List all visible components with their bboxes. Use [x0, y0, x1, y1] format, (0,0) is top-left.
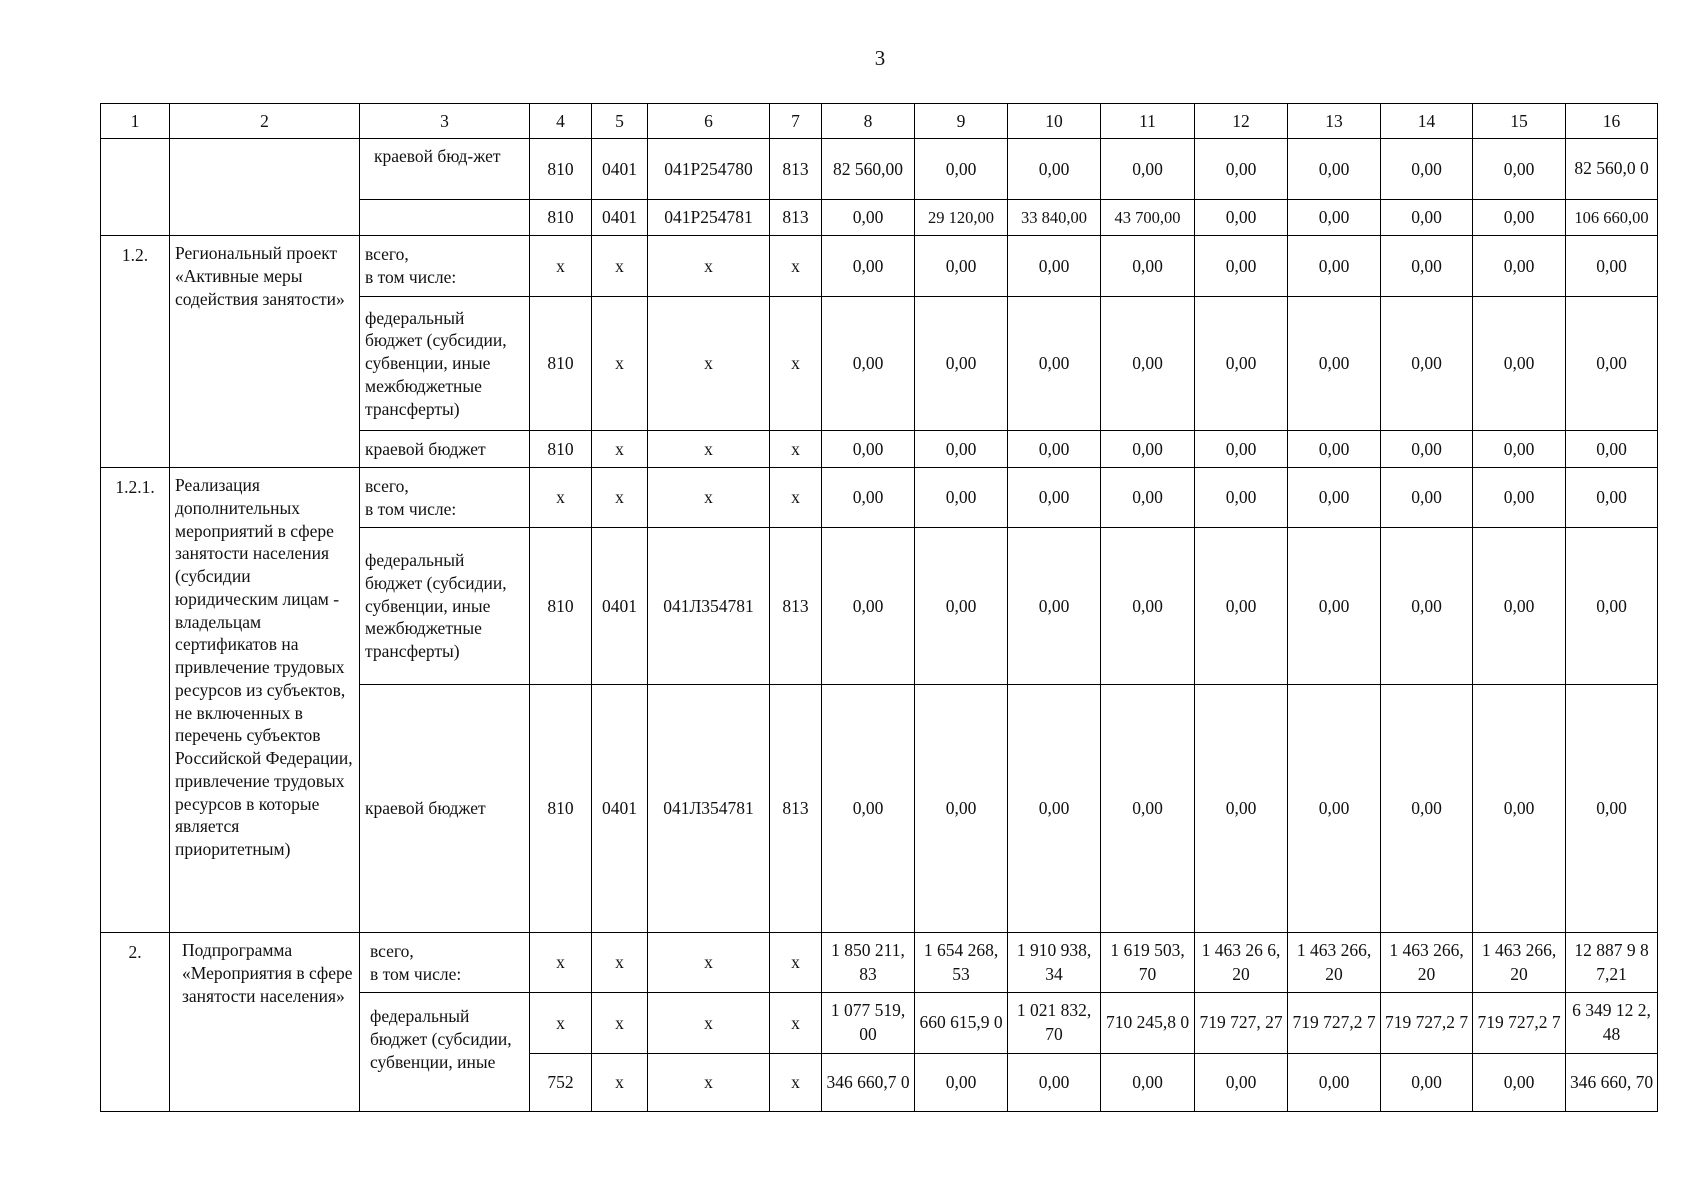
data-cell: 0,00	[1381, 200, 1473, 236]
data-cell: 0,00	[1195, 431, 1288, 468]
data-cell: 810	[530, 431, 592, 468]
budget-table	[100, 103, 1658, 1112]
budget-source-label: краевой бюджет	[360, 431, 530, 468]
row-number: 1.2.1.	[101, 468, 170, 933]
total-label: всего,	[365, 244, 409, 265]
data-cell: 0,00	[1195, 200, 1288, 236]
data-cell: 1 850 211, 83	[822, 933, 915, 993]
data-cell: 0,00	[1195, 236, 1288, 297]
budget-source-label: федеральный бюджет (субсидии, субвенции, иные	[360, 993, 530, 1112]
data-cell: 6 349 12 2,48	[1566, 993, 1658, 1054]
budget-source-label: федеральный бюджет (субсидии, субвенции, иные межбюджетные трансферты)	[360, 297, 530, 431]
data-cell: 0,00	[1381, 297, 1473, 431]
header-cell: 12	[1195, 104, 1288, 139]
data-cell: 0,00	[1566, 236, 1658, 297]
data-cell: 0,00	[1473, 431, 1566, 468]
data-cell: 0,00	[1566, 528, 1658, 685]
data-cell: 1 463 266, 20	[1288, 933, 1381, 993]
data-cell: x	[592, 236, 648, 297]
budget-source-label	[360, 236, 530, 297]
data-cell: 813	[770, 200, 822, 236]
row-name: Региональный проект «Активные меры содействия занятости»	[170, 236, 360, 468]
data-cell: 0,00	[1473, 468, 1566, 528]
header-cell: 4	[530, 104, 592, 139]
data-cell: 0,00	[915, 431, 1008, 468]
header-cell: 15	[1473, 104, 1566, 139]
header-cell: 9	[915, 104, 1008, 139]
data-cell: 810	[530, 139, 592, 200]
data-cell: x	[770, 236, 822, 297]
data-cell: 0,00	[822, 685, 915, 933]
data-cell: 0,00	[1473, 139, 1566, 200]
data-cell: 813	[770, 685, 822, 933]
data-cell: x	[770, 468, 822, 528]
data-cell: 0,00	[1288, 528, 1381, 685]
data-cell: x	[648, 933, 770, 993]
data-cell: 0,00	[1195, 685, 1288, 933]
data-cell: 0,00	[1381, 685, 1473, 933]
data-cell: 0,00	[1101, 431, 1195, 468]
data-cell: 719 727, 27	[1195, 993, 1288, 1054]
data-cell: x	[648, 468, 770, 528]
data-cell: 810	[530, 685, 592, 933]
data-cell: 0,00	[822, 431, 915, 468]
data-cell: 0,00	[1288, 236, 1381, 297]
budget-source-label: федеральный бюджет (субсидии, субвенции, иные межбюджетные трансферты)	[360, 528, 530, 685]
header-cell: 13	[1288, 104, 1381, 139]
data-cell: 810	[530, 200, 592, 236]
data-cell: 0,00	[915, 297, 1008, 431]
data-cell: 0,00	[1473, 297, 1566, 431]
header-cell: 5	[592, 104, 648, 139]
data-cell: x	[770, 993, 822, 1054]
data-cell: x	[648, 1054, 770, 1112]
data-cell: x	[592, 431, 648, 468]
data-cell: 0,00	[1101, 236, 1195, 297]
data-cell: x	[770, 431, 822, 468]
data-cell: 719 727,2 7	[1473, 993, 1566, 1054]
data-cell: x	[592, 993, 648, 1054]
data-cell: 0401	[592, 685, 648, 933]
data-cell: 752	[530, 1054, 592, 1112]
header-cell: 1	[101, 104, 170, 139]
data-cell: x	[530, 468, 592, 528]
data-cell: 0,00	[915, 139, 1008, 200]
header-cell: 10	[1008, 104, 1101, 139]
data-cell: 29 120,00	[915, 200, 1008, 236]
data-cell: 1 463 266, 20	[1473, 933, 1566, 993]
data-cell: 0,00	[1473, 1054, 1566, 1112]
data-cell: 0,00	[822, 200, 915, 236]
data-cell: 0,00	[1473, 236, 1566, 297]
data-cell: 0,00	[1008, 139, 1101, 200]
data-cell: 0,00	[1008, 236, 1101, 297]
data-cell: 82 560,00	[822, 139, 915, 200]
including-label: в том числе:	[365, 498, 457, 519]
data-cell: 346 660, 70	[1566, 1054, 1658, 1112]
data-cell: 0401	[592, 139, 648, 200]
data-cell: 0,00	[1101, 468, 1195, 528]
table-row	[101, 933, 1658, 993]
data-cell: 0,00	[1195, 139, 1288, 200]
data-cell: 106 660,00	[1566, 200, 1658, 236]
data-cell: 1 021 832, 70	[1008, 993, 1101, 1054]
data-cell: x	[592, 297, 648, 431]
header-cell: 8	[822, 104, 915, 139]
data-cell: 0,00	[1101, 528, 1195, 685]
data-cell: 12 887 9 87,21	[1566, 933, 1658, 993]
data-cell: 0,00	[915, 468, 1008, 528]
header-cell: 3	[360, 104, 530, 139]
data-cell: x	[648, 431, 770, 468]
data-cell: 0,00	[1381, 139, 1473, 200]
data-cell: 710 245,8 0	[1101, 993, 1195, 1054]
data-cell: 1 619 503, 70	[1101, 933, 1195, 993]
data-cell: 0,00	[1195, 1054, 1288, 1112]
data-cell: 0,00	[915, 528, 1008, 685]
data-cell: 43 700,00	[1101, 200, 1195, 236]
header-cell: 14	[1381, 104, 1473, 139]
table-row	[101, 139, 1658, 200]
row-number-cell	[101, 139, 170, 236]
row-name: Реализация дополнительных мероприятий в сфере занятости населения (субсидии юридическим лицам - владельцам сертификатов на привлечение трудовых ресурсов из субъектов, не включенных в перечень субъектов Российской Федерации, привлечение трудовых ресурсов в которые является приоритетным)	[170, 468, 360, 933]
budget-source-label: краевой бюд-жет	[360, 139, 530, 200]
data-cell: 33 840,00	[1008, 200, 1101, 236]
data-cell: 810	[530, 297, 592, 431]
data-cell: 0,00	[1195, 528, 1288, 685]
data-cell: 0401	[592, 200, 648, 236]
data-cell: 041P254780	[648, 139, 770, 200]
data-cell: 0,00	[1381, 431, 1473, 468]
header-cell: 16	[1566, 104, 1658, 139]
data-cell: 0,00	[1195, 297, 1288, 431]
data-cell: 813	[770, 139, 822, 200]
data-cell: 0,00	[915, 236, 1008, 297]
data-cell: 0,00	[1381, 1054, 1473, 1112]
data-cell: 0,00	[1288, 685, 1381, 933]
header-row	[101, 104, 1658, 139]
data-cell: 0,00	[822, 236, 915, 297]
data-cell: x	[648, 993, 770, 1054]
table-row	[101, 468, 1658, 528]
data-cell: 719 727,2 7	[1288, 993, 1381, 1054]
including-label: в том числе:	[365, 267, 457, 287]
data-cell: 0,00	[1288, 1054, 1381, 1112]
data-cell: 0,00	[915, 685, 1008, 933]
data-cell: 1 463 266, 20	[1381, 933, 1473, 993]
data-cell: x	[530, 236, 592, 297]
table-row	[101, 236, 1658, 297]
page-number: 3	[874, 46, 886, 70]
row-number: 1.2.	[101, 236, 170, 468]
data-cell: 041Л354781	[648, 528, 770, 685]
total-label: всего,	[365, 475, 409, 496]
budget-source-label	[360, 468, 530, 528]
data-cell: 0,00	[1288, 139, 1381, 200]
data-cell: 813	[770, 528, 822, 685]
data-cell: 0,00	[1195, 468, 1288, 528]
data-cell: 0,00	[915, 1054, 1008, 1112]
data-cell: 0,00	[1381, 236, 1473, 297]
data-cell: x	[770, 933, 822, 993]
data-cell: 0,00	[1101, 685, 1195, 933]
row-name: Подпрограмма «Мероприятия в сфере занятости населения»	[170, 933, 360, 1112]
data-cell: x	[530, 933, 592, 993]
data-cell: 0,00	[1473, 200, 1566, 236]
data-cell: x	[648, 297, 770, 431]
budget-source-label: краевой бюджет	[360, 685, 530, 933]
data-cell: 1 654 268, 53	[915, 933, 1008, 993]
data-cell: 346 660,7 0	[822, 1054, 915, 1112]
data-cell: x	[592, 933, 648, 993]
total-label: всего,	[370, 940, 414, 961]
data-cell: 0401	[592, 528, 648, 685]
data-cell: 0,00	[1101, 297, 1195, 431]
data-cell: 0,00	[822, 468, 915, 528]
data-cell: 810	[530, 528, 592, 685]
budget-source-label	[360, 200, 530, 236]
budget-source-label	[360, 933, 530, 993]
data-cell: 041P254781	[648, 200, 770, 236]
data-cell: 0,00	[1101, 1054, 1195, 1112]
data-cell: 1 910 938, 34	[1008, 933, 1101, 993]
data-cell: 0,00	[1008, 685, 1101, 933]
data-cell: 1 463 26 6,20	[1195, 933, 1288, 993]
data-cell: 0,00	[1008, 1054, 1101, 1112]
data-cell: 0,00	[1566, 297, 1658, 431]
data-cell: 0,00	[1566, 431, 1658, 468]
data-cell: 0,00	[1008, 528, 1101, 685]
data-cell: 660 615,9 0	[915, 993, 1008, 1054]
data-cell: 0,00	[1288, 468, 1381, 528]
data-cell: 0,00	[1473, 685, 1566, 933]
data-cell: 0,00	[1288, 431, 1381, 468]
data-cell: 719 727,2 7	[1381, 993, 1473, 1054]
data-cell: x	[648, 236, 770, 297]
data-cell: 0,00	[822, 297, 915, 431]
data-cell: 0,00	[1008, 431, 1101, 468]
row-number: 2.	[101, 933, 170, 1112]
including-label: в том числе:	[370, 963, 462, 984]
data-cell: 0,00	[1381, 468, 1473, 528]
row-name-cell	[170, 139, 360, 236]
data-cell: 0,00	[1473, 528, 1566, 685]
data-cell: 0,00	[1008, 468, 1101, 528]
data-cell: 0,00	[1008, 297, 1101, 431]
header-cell: 6	[648, 104, 770, 139]
data-cell: 82 560,0 0	[1566, 139, 1658, 200]
data-cell: 0,00	[1288, 297, 1381, 431]
data-cell: 0,00	[1288, 200, 1381, 236]
header-cell: 7	[770, 104, 822, 139]
data-cell: 041Л354781	[648, 685, 770, 933]
data-cell: x	[770, 1054, 822, 1112]
data-cell: 1 077 519, 00	[822, 993, 915, 1054]
data-cell: 0,00	[1381, 528, 1473, 685]
data-cell: x	[770, 297, 822, 431]
data-cell: 0,00	[1566, 468, 1658, 528]
header-cell: 11	[1101, 104, 1195, 139]
header-cell: 2	[170, 104, 360, 139]
data-cell: 0,00	[822, 528, 915, 685]
data-cell: x	[592, 1054, 648, 1112]
data-cell: 0,00	[1101, 139, 1195, 200]
data-cell: 0,00	[1566, 685, 1658, 933]
data-cell: x	[530, 993, 592, 1054]
data-cell: x	[592, 468, 648, 528]
